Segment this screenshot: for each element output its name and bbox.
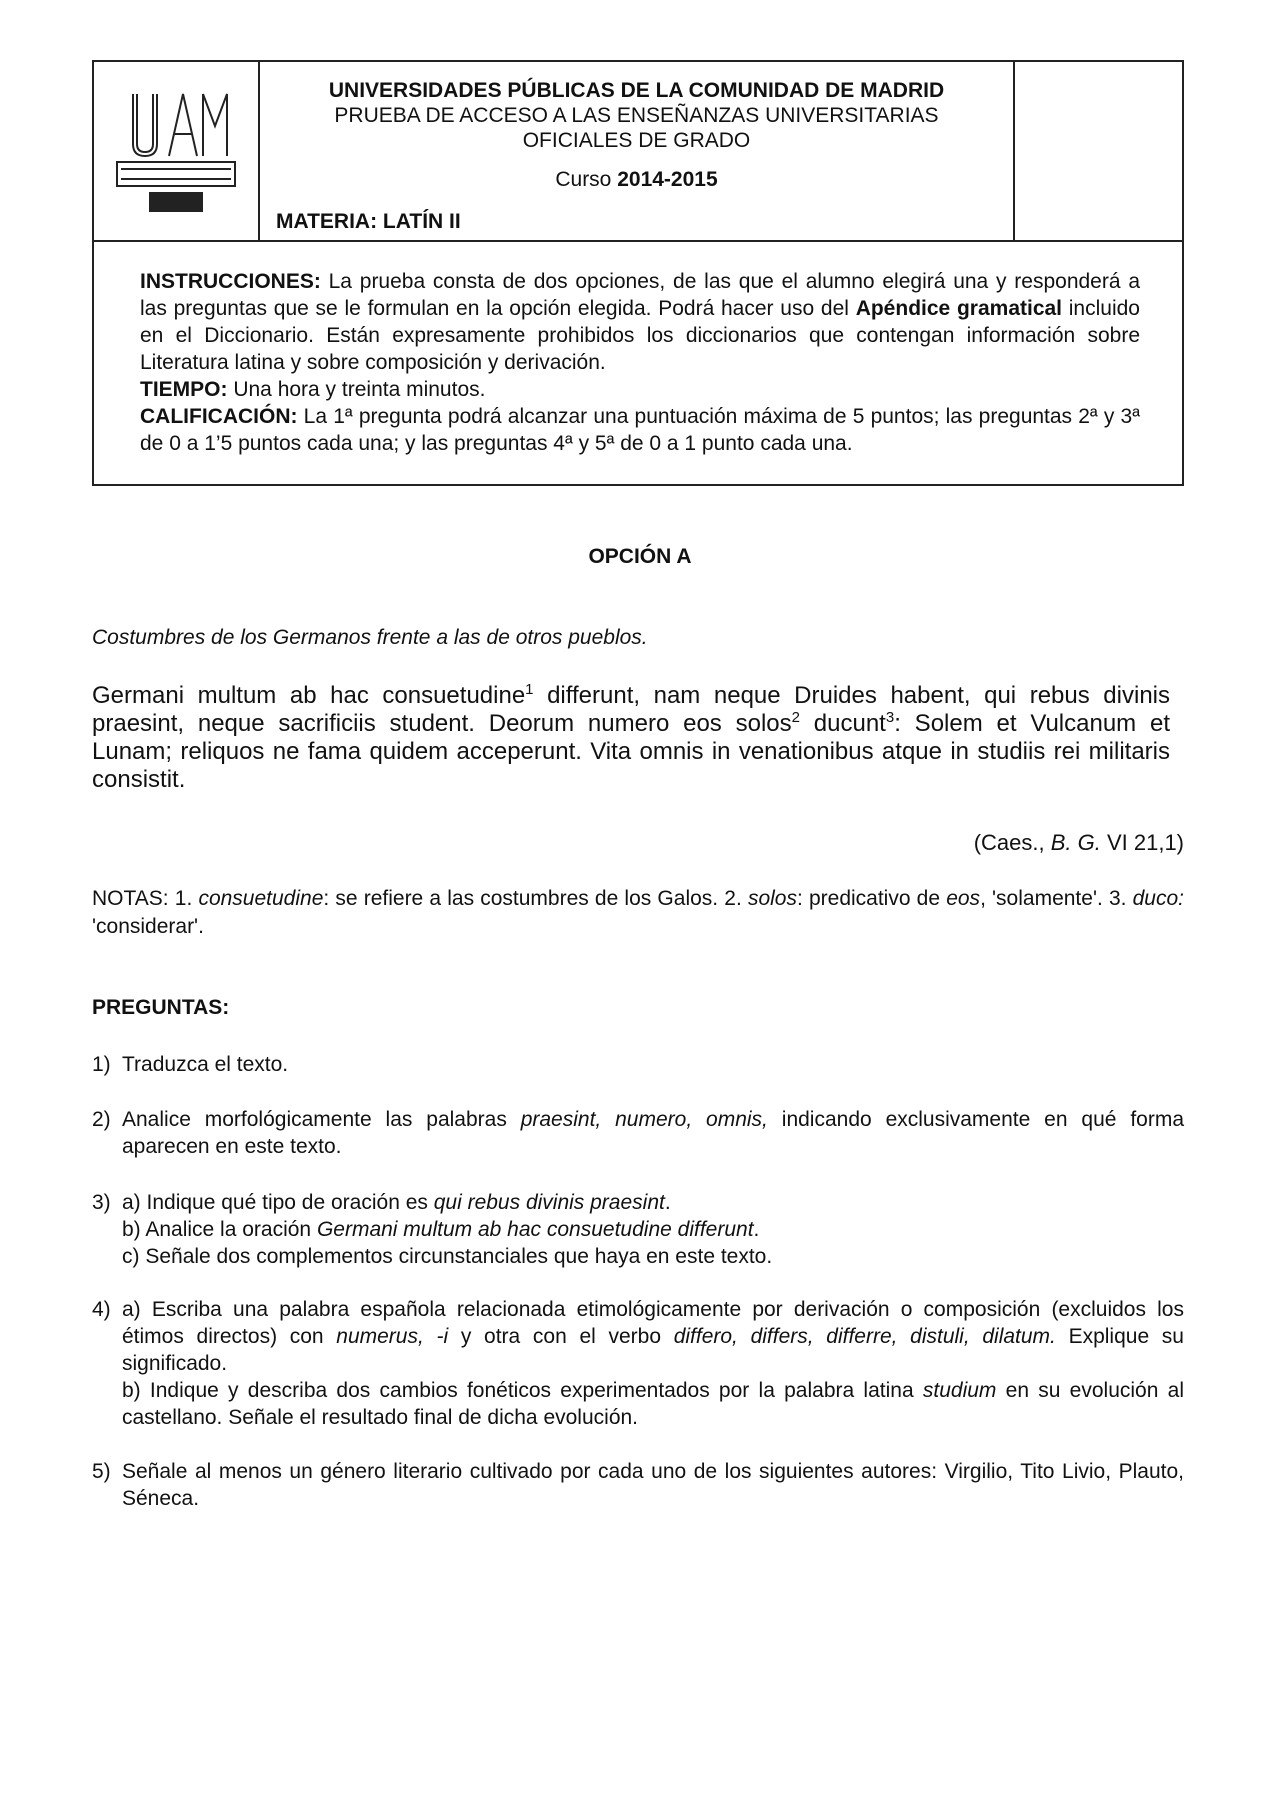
latin-passage — [92, 682, 1170, 794]
question-number: 1) — [92, 1053, 111, 1076]
notes — [92, 885, 1184, 941]
time-label: TIEMPO: — [140, 378, 228, 401]
university-logo — [111, 86, 241, 216]
blank-cell — [1015, 62, 1182, 240]
notes-e: : predicativo de — [796, 887, 947, 910]
footnote-ref-2: 2 — [791, 709, 800, 726]
question-2 — [92, 1106, 1184, 1160]
option-title: OPCIÓN A — [588, 545, 692, 568]
q4a-text: a) Escriba una palabra española relacionada etimológicamente por derivación o composición (excluidos los étimos directos) con — [122, 1298, 1184, 1348]
notes-b: consuetudine — [198, 887, 324, 910]
notes-c: : se refiere a las costumbres de los Galos. 2. — [323, 887, 748, 910]
grading-label: CALIFICACIÓN: — [140, 405, 298, 428]
university-heading: UNIVERSIDADES PÚBLICAS DE LA COMUNIDAD DE MADRID — [328, 79, 945, 102]
q4a-text-3: Explique su significado. — [122, 1325, 1184, 1375]
question-number: 3) — [92, 1191, 111, 1214]
instructions-bold: Apéndice gramatical — [855, 297, 1063, 320]
q4a-italic-2: differo, differs, differre, distuli, dilatum. — [673, 1325, 1056, 1348]
footnote-ref-1: 1 — [525, 681, 534, 698]
row-divider — [94, 240, 1182, 242]
question-number: 2) — [92, 1108, 111, 1131]
grading-paragraph — [140, 403, 1140, 457]
instructions-text-2: incluido en el Diccionario. Están expresamente prohibidos los diccionarios que contengan información sobre Literatura latina y sobre composición y derivación. — [140, 297, 1140, 374]
title-cell — [260, 62, 1015, 240]
notes-a: NOTAS: 1. — [92, 887, 199, 910]
question-1 — [92, 1051, 1184, 1078]
q3a-text: a) Indique qué tipo de oración es — [122, 1191, 434, 1214]
question-5 — [92, 1458, 1184, 1512]
subject-label: MATERIA: LATÍN II — [276, 210, 461, 233]
question-text: Analice morfológicamente las palabras — [122, 1108, 521, 1131]
time-paragraph — [140, 376, 1140, 403]
q4a-italic-1: numerus, -i — [336, 1325, 449, 1348]
grading-text: La 1ª pregunta podrá alcanzar una puntuación máxima de 5 puntos; las preguntas 2ª y 3ª de 0 a 1’5 puntos cada una; y las preguntas 4ª y 5ª de 0 a 1 punto cada una. — [140, 405, 1140, 455]
latin-part-2: differunt, nam neque Druides habent, qui rebus divinis praesint, neque sacrificiis student. Deorum numero eos solos — [92, 682, 1170, 737]
logo-cell — [94, 62, 260, 240]
course-value: 2014-2015 — [617, 168, 718, 191]
course-label: Curso — [555, 168, 612, 191]
exam-heading: PRUEBA DE ACCESO A LAS ENSEÑANZAS UNIVERSITARIAS OFICIALES DE GRADO — [334, 104, 939, 152]
question-4 — [92, 1296, 1184, 1431]
footnote-ref-3: 3 — [885, 709, 895, 726]
question-italic: praesint, numero, omnis, — [520, 1108, 768, 1131]
q3a-italic: qui rebus divinis praesint — [433, 1191, 665, 1214]
question-3 — [92, 1189, 1184, 1270]
q3a-end: . — [664, 1191, 671, 1214]
citation-post: VI 21,1) — [1100, 830, 1184, 855]
time-text: Una hora y treinta minutos. — [227, 378, 486, 401]
question-text: Traduzca el texto. — [122, 1053, 289, 1076]
notes-i: 'considerar'. — [92, 915, 204, 938]
latin-part-1: Germani multum ab hac consuetudine — [92, 682, 526, 709]
citation-pre: (Caes., — [973, 830, 1051, 855]
q3b-italic: Germani multum ab hac consuetudine differunt — [316, 1218, 754, 1241]
citation — [974, 830, 1184, 856]
citation-work: B. G. — [1050, 830, 1101, 855]
q4b-italic: studium — [922, 1379, 997, 1402]
latin-part-3: ducunt — [799, 710, 886, 737]
instructions-label: INSTRUCCIONES: — [140, 270, 321, 293]
question-number: 5) — [92, 1460, 111, 1483]
question-number: 4) — [92, 1298, 111, 1321]
notes-f: eos — [946, 887, 981, 910]
text-title: Costumbres de los Germanos frente a las de otros pueblos. — [92, 626, 648, 649]
q3b-text: b) Analice la oración — [122, 1218, 317, 1241]
question-text: indicando exclusivamente en qué forma aparecen en este texto. — [122, 1108, 1185, 1158]
instructions-paragraph — [140, 268, 1140, 376]
q3c-text: c) Señale dos complementos circunstanciales que haya en este texto. — [122, 1245, 773, 1268]
header-table — [92, 60, 1184, 486]
question-text: Señale al menos un género literario cultivado por cada uno de los siguientes autores: Virgilio, Tito Livio, Plauto, Séneca. — [122, 1460, 1184, 1510]
q4b-text: b) Indique y describa dos cambios fonéticos experimentados por la palabra latina — [122, 1379, 923, 1402]
course-year — [260, 167, 1013, 192]
q3b-end: . — [753, 1218, 760, 1241]
instructions-block — [140, 268, 1140, 457]
notes-d: solos — [747, 887, 797, 910]
notes-g: , 'solamente'. 3. — [980, 887, 1133, 910]
instructions-text-1: La prueba consta de dos opciones, de las que el alumno elegirá una y responderá a las preguntas que se le formulan en la opción elegida. Podrá hacer uso del — [140, 270, 1140, 320]
latin-part-4: : Solem et Vulcanum et Lunam; reliquos ne fama quidem acceperunt. Vita omnis in venationibus atque in studiis rei militaris consistit. — [92, 710, 1170, 793]
questions-title: PREGUNTAS: — [92, 996, 230, 1019]
notes-h: duco: — [1132, 887, 1184, 910]
q4b-text-2: en su evolución al castellano. Señale el resultado final de dicha evolución. — [122, 1379, 1184, 1429]
q4a-text-2: y otra con el verbo — [448, 1325, 674, 1348]
